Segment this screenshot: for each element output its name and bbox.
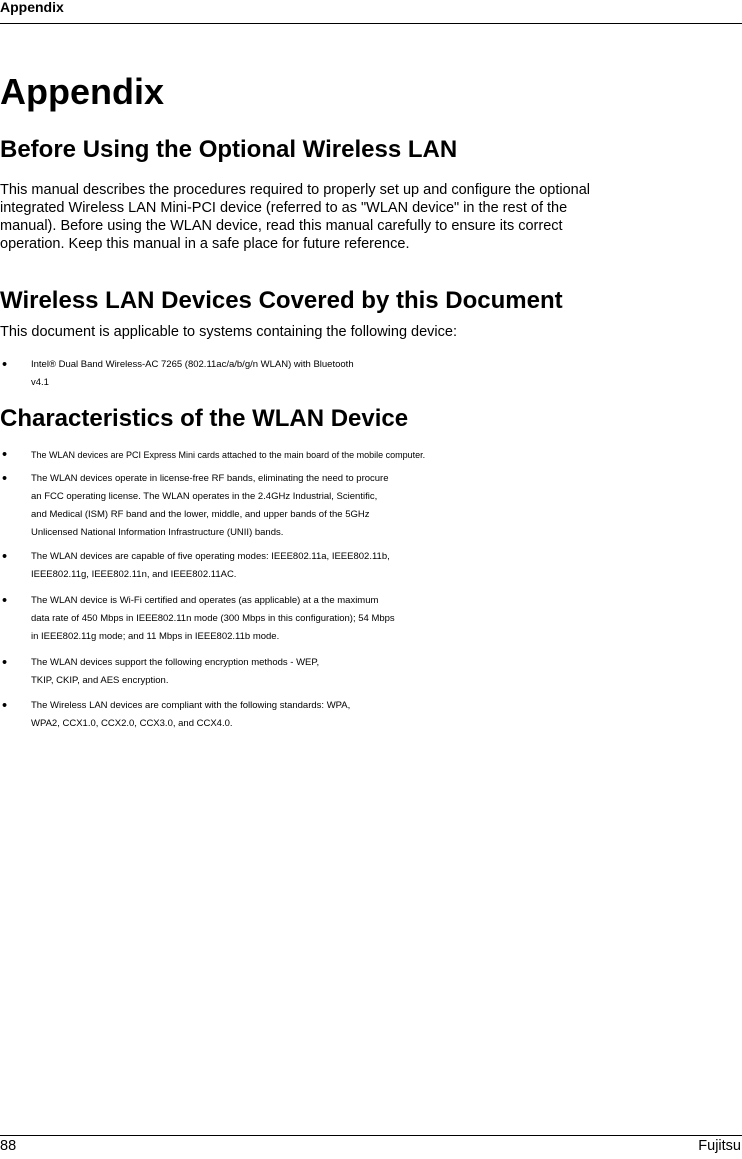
header-rule	[0, 23, 742, 24]
bullet-marker: •	[2, 698, 8, 714]
paragraph-line: manual). Before using the WLAN device, read this manual carefully to ensure its correct	[0, 218, 563, 234]
running-header: Appendix	[0, 0, 64, 15]
section-heading-before-using: Before Using the Optional Wireless LAN	[0, 136, 458, 163]
paragraph-line: This document is applicable to systems containing the following device:	[0, 324, 457, 340]
bullet-line: The WLAN devices are capable of five operating modes: IEEE802.11a, IEEE802.11b,	[31, 551, 390, 562]
page-number: 88	[0, 1138, 17, 1154]
bullet-text	[31, 697, 742, 733]
bullet-line: The WLAN devices operate in license-free RF bands, eliminating the need to procure	[31, 473, 389, 484]
bullet-text	[31, 446, 742, 464]
bullet-marker: •	[2, 549, 8, 565]
bullet-text	[31, 592, 742, 646]
bullet-marker: •	[2, 593, 8, 609]
bullet-text	[31, 548, 742, 584]
bullet-line: v4.1	[31, 377, 49, 388]
footer-rule	[0, 1135, 742, 1136]
bullet-line: an FCC operating license. The WLAN operates in the 2.4GHz Industrial, Scientific,	[31, 491, 378, 502]
bullet-marker: •	[2, 655, 8, 671]
bullet-line: Intel® Dual Band Wireless-AC 7265 (802.11ac/a/b/g/n WLAN) with Bluetooth	[31, 359, 354, 370]
bullet-line: and Medical (ISM) RF band and the lower, middle, and upper bands of the 5GHz	[31, 509, 370, 520]
bullet-line: Unlicensed National Information Infrastructure (UNII) bands.	[31, 527, 284, 538]
bullet-line: in IEEE802.11g mode; and 11 Mbps in IEEE802.11b mode.	[31, 631, 280, 642]
paragraph-line: This manual describes the procedures required to properly set up and configure the optional	[0, 182, 591, 198]
paragraph-line: operation. Keep this manual in a safe place for future reference.	[0, 236, 410, 252]
bullet-text	[31, 470, 742, 542]
bullet-line: The Wireless LAN devices are compliant with the following standards: WPA,	[31, 700, 351, 711]
bullet-line: The WLAN devices are PCI Express Mini cards attached to the main board of the mobile computer.	[31, 450, 426, 460]
intro-paragraph	[0, 181, 590, 253]
bullet-marker: •	[2, 471, 8, 487]
bullet-line: The WLAN devices support the following encryption methods - WEP,	[31, 657, 320, 668]
bullet-marker: •	[2, 357, 8, 373]
bullet-text	[31, 654, 742, 690]
applicability-paragraph	[0, 323, 457, 341]
bullet-marker: •	[2, 447, 8, 463]
bullet-line: IEEE802.11g, IEEE802.11n, and IEEE802.11AC.	[31, 569, 237, 580]
section-heading-devices-covered: Wireless LAN Devices Covered by this Document	[0, 287, 563, 314]
bullet-line: WPA2, CCX1.0, CCX2.0, CCX3.0, and CCX4.0.	[31, 718, 233, 729]
bullet-line: data rate of 450 Mbps in IEEE802.11n mode (300 Mbps in this configuration); 54 Mbps	[31, 613, 395, 624]
paragraph-line: integrated Wireless LAN Mini-PCI device (referred to as "WLAN device" in the rest of the	[0, 200, 568, 216]
bullet-line: TKIP, CKIP, and AES encryption.	[31, 675, 169, 686]
section-heading-characteristics: Characteristics of the WLAN Device	[0, 405, 409, 432]
footer-publisher: Fujitsu	[698, 1138, 741, 1154]
bullet-line: The WLAN device is Wi-Fi certified and operates (as applicable) at a the maximum	[31, 595, 379, 606]
bullet-text	[31, 356, 742, 392]
chapter-title: Appendix	[0, 71, 165, 112]
